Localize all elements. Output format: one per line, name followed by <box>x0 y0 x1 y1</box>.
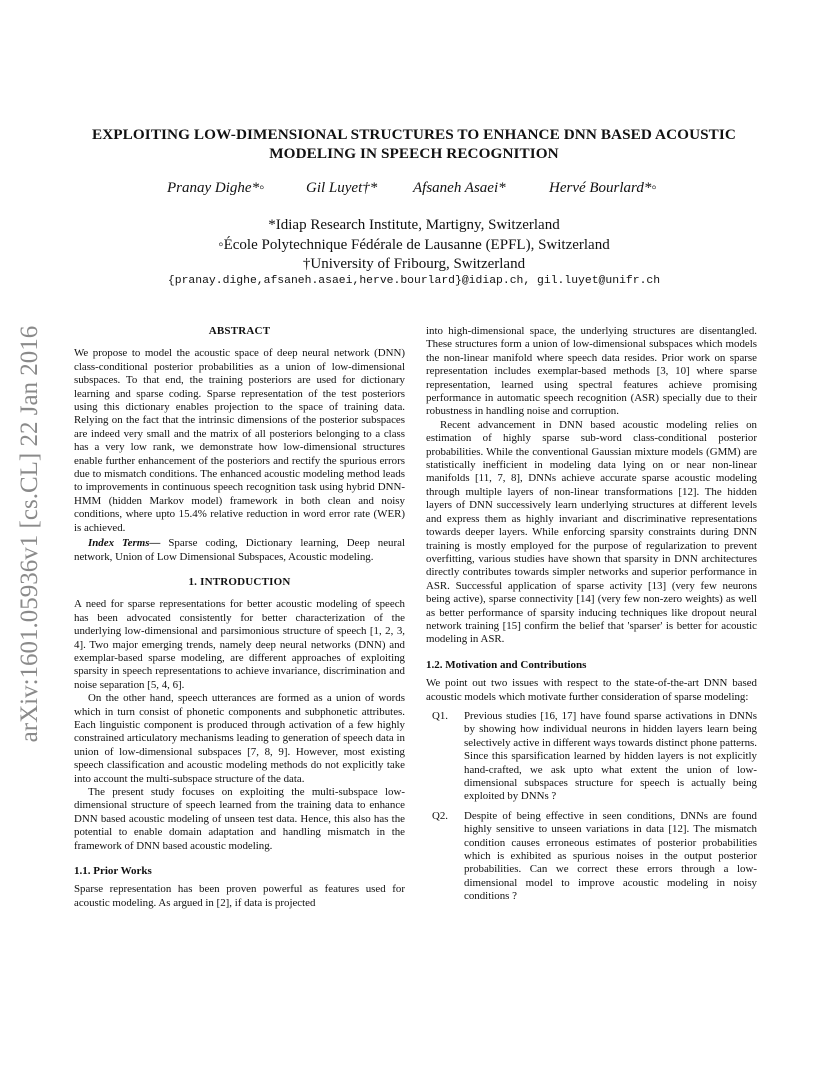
intro-paragraph-1: A need for sparse representations for better acoustic modeling of speech has been advocated consistently for better characterization of the underlying low-dimensional and parsimonious structure of speech [1, 2, 3, 4]. Two major emerging trends, namely deep neural networks (DNN) and exemplar-based sparse modeling, are different approaches of exploiting sparsity in speech representations to achieve invariance, discrimination and noise separation [5, 4, 6]. <box>74 598 405 691</box>
author-1: Pranay Dighe*◦ <box>167 180 265 196</box>
section-1-heading: 1. INTRODUCTION <box>188 575 291 588</box>
index-terms-text: Sparse coding, Dictionary learning, Deep neural network, Union of Low Dimensional Subspaces, Acoustic modeling. <box>74 537 405 563</box>
abstract-heading: ABSTRACT <box>208 325 271 337</box>
index-terms <box>74 537 405 564</box>
author-emails: {pranay.dighe,afsaneh.asaei,herve.bourlard}@idiap.ch, gil.luyet@unifr.ch <box>167 275 661 287</box>
abstract-text: We propose to model the acoustic space of deep neural network (DNN) class-conditional posterior probabilities as a union of low-dimensional subspaces. To that end, the training posteriors are used for dictionary learning and sparse coding. Sparse representation of the test posteriors using this dictionary enables projection to the space of training data. Relying on the fact that the intrinsic dimensions of the posterior subspaces are indeed very small and the matrix of all posteriors belonging to a class has a very low rank, we demonstrate how low-dimensional structures enable further enhancement of the posteriors and rectify the spurious errors due to mismatch conditions. The enhanced acoustic modeling method leads to improvements in continuous speech recognition task using hybrid DNN-HMM (hidden Markov model) framework in both clean and noisy conditions, where upto 15.4% relative reduction in word error rate (WER) is achieved. <box>74 347 405 534</box>
author-3: Afsaneh Asaei* <box>413 180 506 196</box>
right-paragraph-2: Recent advancement in DNN based acoustic modeling relies on estimation of highly sparse sub-word class-conditional posterior probabilities. While the conventional Gaussian mixture models (GMM) are statistically inefficient in modeling data lying on or near non-linear manifolds [11, 7, 8], DNNs achieve accurate sparse acoustic modeling through multiple layers of non-linear transformations [12]. The hidden layers of DNN successively learn underlying structures at different levels and express them as highly invariant and discriminative representations towards deeper layers. While enforcing sparsity constraints during DNN training is mostly employed for the purpose of regularization to prevent overfitting, various studies have shown that sparsity in DNN architectures directly contributes towards simpler networks and superior performance in ASR. Successful application of sparse activity [13] (very few neurons being active), sparse connectivity [14] (very few non-zero weights) as well as better performance of sparsity inducing techniques like dropout neural network training [15] confirm the belief that 'sparser' is better for acoustic modeling in ASR. <box>426 418 757 646</box>
arxiv-stamp: arXiv:1601.05936v1 [cs.CL] 22 Jan 2016 <box>16 325 43 743</box>
question-2-text: Despite of being effective in seen conditions, DNNs are found highly sensitive to unseen variations in data [12]. The mismatch condition causes erroneous estimates of posterior probabilities which is exhibited as spurious noises in the output posterior probabilities. Can we correct these errors through a low-dimensional model to improve acoustic modeling in noisy conditions ? <box>464 809 757 903</box>
author-list <box>0 180 828 200</box>
question-2 <box>426 810 757 904</box>
left-column <box>74 325 405 910</box>
question-1 <box>426 710 757 804</box>
right-paragraph-1: into high-dimensional space, the underlying structures are disentangled. These structures form a union of low-dimensional subspaces which models the non-linear manifold where speech data resides. Prior work on sparse representation includes exemplar-based methods [3, 10] where sparse representation, learned using spectral features achieve promising performance in automatic speech recognition (ASR) specially due to their robustness in handling noise and corruption. <box>426 325 757 418</box>
index-terms-label: Index Terms— <box>88 537 161 550</box>
title-line-2: MODELING IN SPEECH RECOGNITION <box>269 145 559 162</box>
motivation-paragraph: We point out two issues with respect to the state-of-the-art DNN based acoustic models which motivate further consideration of sparse modeling: <box>426 677 757 703</box>
author-4: Hervé Bourlard*◦ <box>549 180 657 196</box>
question-1-label: Q1. <box>432 709 449 722</box>
prior-works-paragraph: Sparse representation has been proven powerful as features used for acoustic modeling. As argued in [2], if data is projected <box>74 883 405 909</box>
author-2: Gil Luyet†* <box>306 180 378 196</box>
intro-paragraph-2: On the other hand, speech utterances are formed as a union of words which in turn consist of phonetic components and subphonetic attributes. Each linguistic component is produced through activation of a few highly constrained articulatory mechanisms leading to generation of speech data in union of low-dimensional subspaces [7, 8, 9]. However, most existing speech classification and acoustic modeling methods do not explicitly take into account the multi-subspace structure of the data. <box>74 692 405 785</box>
paper-title <box>60 125 768 163</box>
question-2-label: Q2. <box>432 809 449 822</box>
question-1-text: Previous studies [16, 17] have found sparse activations in DNNs by showing how individual neurons in hidden layers learn being selectively active in different ways towards distinct phone patterns. Since this sparsification learned by hidden layers is not explicitly hand-crafted, we ask upto what extent the union of low-dimensional subspaces structure for speech is actually being exploited by DNNs ? <box>464 709 757 803</box>
affiliation-3: †University of Fribourg, Switzerland <box>302 256 526 272</box>
title-line-1: EXPLOITING LOW-DIMENSIONAL STRUCTURES TO ENHANCE DNN BASED ACOUSTIC <box>91 126 736 143</box>
affiliation-2: ◦École Polytechnique Fédérale de Lausanne (EPFL), Switzerland <box>218 237 610 253</box>
affiliation-1: *Idiap Research Institute, Martigny, Switzerland <box>268 217 560 233</box>
section-1-2-heading: 1.2. Motivation and Contributions <box>426 658 587 671</box>
section-1-1-heading: 1.1. Prior Works <box>74 865 152 878</box>
right-column <box>426 325 757 904</box>
intro-paragraph-3: The present study focuses on exploiting the multi-subspace low-dimensional structure of speech learned from the training data to enhance DNN based acoustic modeling of unseen test data. Hence, this also has the potential to enable domain adaptation and handling mismatch in the framework of DNN based acoustic modeling. <box>74 786 405 852</box>
